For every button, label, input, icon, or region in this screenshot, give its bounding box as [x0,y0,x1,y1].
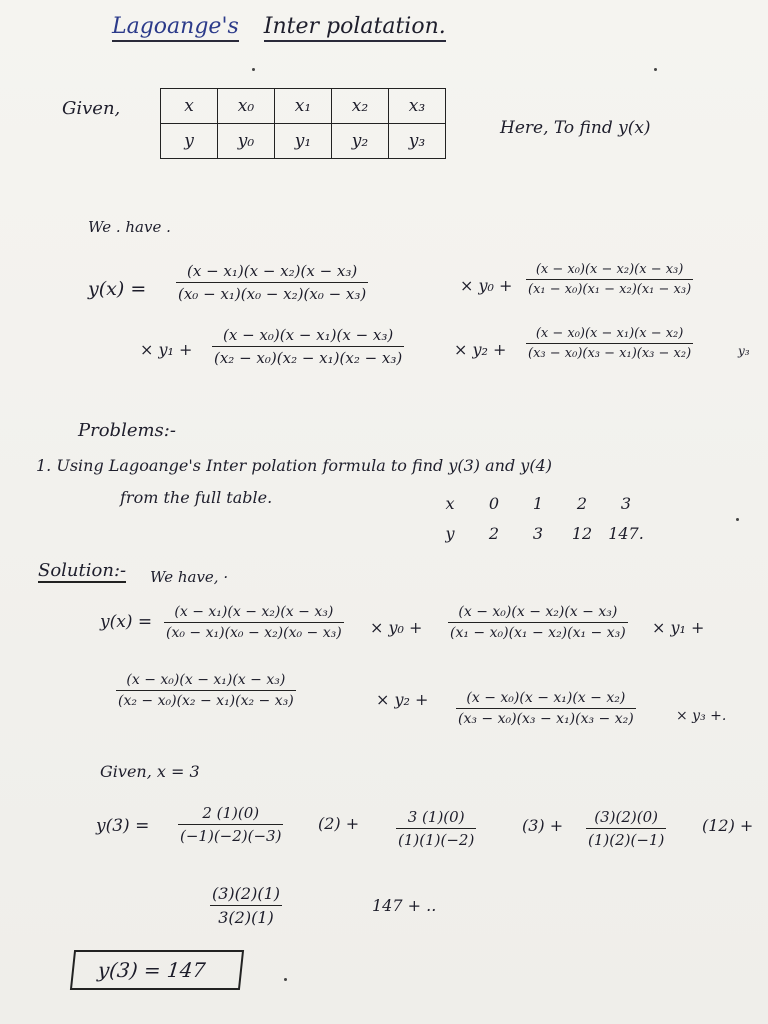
formula-term-2 [526,262,693,297]
fraction-denominator: (1)(1)(−2) [398,831,475,849]
table-cell: x [161,89,218,124]
fraction-numerator: (x − x₀)(x − x₁)(x − x₃) [116,672,296,691]
data-cell: 2 [488,523,500,543]
fraction-numerator: (x − x₁)(x − x₂)(x − x₃) [176,262,368,283]
fraction-denominator: (x₃ − x₀)(x₃ − x₁)(x₃ − x₂) [458,711,634,727]
pen-dot [736,518,739,521]
fraction-denominator: (x₀ − x₁)(x₀ − x₂)(x₀ − x₃) [166,625,342,641]
table-row-y [161,124,446,159]
calc-mult-3: (12) + [702,816,754,835]
data-cell: y [445,523,455,543]
page-title [112,14,446,39]
sol-formula-term-1 [164,604,344,641]
fraction-denominator: (x₁ − x₀)(x₁ − x₂)(x₁ − x₃) [450,625,626,641]
fraction-numerator: (x − x₁)(x − x₂)(x − x₃) [164,604,344,623]
calc-mult-2: (3) + [522,816,564,835]
table-row-x [161,89,446,124]
title-part-1: Lagoange's [112,14,239,39]
table-cell: x₁ [275,89,332,124]
sol-formula-term-4 [456,690,636,727]
given-table [160,88,446,159]
fraction-denominator: (−1)(−2)(−3) [180,827,282,845]
sol-formula-term-3 [116,672,296,709]
fraction-denominator: (x₂ − x₀)(x₂ − x₁)(x₂ − x₃) [118,693,294,709]
sol-formula-term-2 [448,604,628,641]
table-cell: y [161,124,218,159]
data-cell: x [445,493,455,513]
formula-term-3 [212,326,404,367]
data-cell: 3 [620,493,632,513]
fraction-numerator: (3)(2)(1) [210,884,282,906]
pen-dot [654,68,657,71]
fraction-denominator: 3(2)(1) [218,908,274,927]
problem-1-line-1: 1. Using Lagoange's Inter polation formula to find y(3) and y(4) [36,456,552,475]
data-cell: 147. [608,523,644,543]
given-label: Given, [62,98,121,119]
table-cell: y₃ [389,124,446,159]
sol-formula-mult-2: × y₁ + [652,618,705,637]
formula-term-1 [176,262,368,303]
problems-heading: Problems:- [78,420,176,441]
calc-term-1 [178,804,283,845]
fraction-numerator: (x − x₀)(x − x₁)(x − x₂) [456,690,636,709]
fraction-numerator: (3)(2)(0) [586,808,666,829]
fraction-numerator: 3 (1)(0) [396,808,476,829]
pen-dot [252,68,255,71]
formula-mult-1: × y₀ + [460,276,513,295]
fraction-denominator: (x₁ − x₀)(x₁ − x₂)(x₁ − x₃) [528,282,692,297]
table-cell: x₃ [389,89,446,124]
table-cell: y₁ [275,124,332,159]
formula-term-4 [526,326,693,361]
fraction-denominator: (x₂ − x₀)(x₂ − x₁)(x₂ − x₃) [214,349,403,367]
formula-mult-3: × y₂ + [454,340,507,359]
sol-formula-mult-4: × y₃ +. [676,708,727,724]
final-answer: y(3) = 147 [96,958,207,982]
given-value: Given, x = 3 [100,762,200,781]
fraction-numerator: (x − x₀)(x − x₂)(x − x₃) [526,262,693,280]
sol-formula-mult-3: × y₂ + [376,690,429,709]
problem-1-line-2: from the full table. [120,488,273,507]
calc-mult-4: 147 + .. [372,896,437,915]
we-have-label: We . have . [88,218,171,236]
problem-data-table [428,488,648,548]
table-cell: y₂ [332,124,389,159]
data-cell: 12 [571,523,593,543]
fraction-denominator: (1)(2)(−1) [588,831,665,849]
data-cell: 1 [532,493,544,513]
formula-mult-2: × y₁ + [140,340,193,359]
final-answer-box [70,950,244,990]
solution-heading [38,560,126,581]
fraction-numerator: (x − x₀)(x − x₁)(x − x₂) [526,326,693,344]
formula-mult-4: y₃ [738,344,750,358]
data-cell: 3 [532,523,544,543]
fraction-denominator: (x₀ − x₁)(x₀ − x₂)(x₀ − x₃) [178,285,367,303]
calc-term-2 [396,808,476,849]
calc-mult-1: (2) + [318,814,360,833]
calc-term-4 [210,884,282,927]
data-cell: 0 [488,493,500,513]
calc-lhs: y(3) = [96,816,150,836]
fraction-numerator: (x − x₀)(x − x₂)(x − x₃) [448,604,628,623]
fraction-numerator: 2 (1)(0) [178,804,283,825]
table-cell: x₀ [218,89,275,124]
pen-dot [284,978,287,981]
we-have-label-2: We have, · [150,568,229,586]
data-cell: 2 [576,493,588,513]
title-part-2: Inter polatation. [264,14,446,42]
table-cell: x₂ [332,89,389,124]
data-row-y [428,518,648,548]
table-cell: y₀ [218,124,275,159]
sol-formula-lhs: y(x) = [100,612,153,632]
formula-lhs: y(x) = [88,278,147,300]
solution-label: Solution:- [38,560,127,581]
sol-formula-mult-1: × y₀ + [370,618,423,637]
fraction-numerator: (x − x₀)(x − x₁)(x − x₃) [212,326,404,347]
here-text: Here, To find y(x) [500,118,651,138]
data-row-x [428,488,648,518]
calc-term-3 [586,808,666,849]
fraction-denominator: (x₃ − x₀)(x₃ − x₁)(x₃ − x₂) [528,346,692,361]
